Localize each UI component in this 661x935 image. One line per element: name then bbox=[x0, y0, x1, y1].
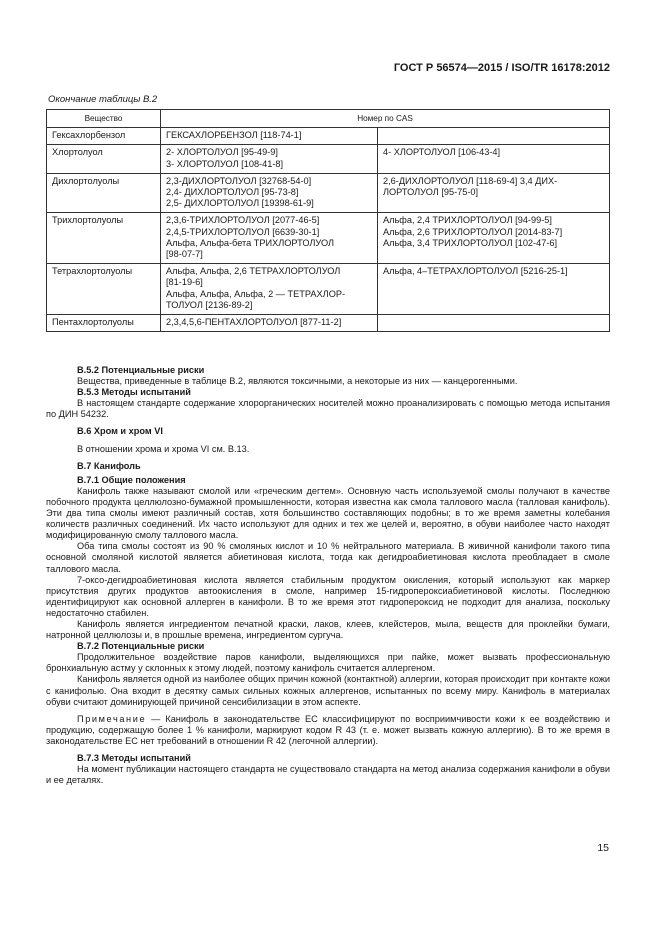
section-heading: В.7.2 Потенциальные риски bbox=[77, 641, 205, 652]
table-row bbox=[47, 173, 610, 213]
substance-name-cell: Тетрахлортолуолы bbox=[47, 264, 161, 315]
note-text: — Канифоль в законодательстве ЕС классифицируют по восприимчивости кожи к ее воздействию и продукцию, содержащую более 1 % канифоли, маркируют кодом R 43 (т. е. может вызвать кожную аллергию). В то же время в законодательстве ЕС нет требований в отношении R 42 (легочной аллергии). bbox=[46, 713, 610, 746]
cas-entry: 2,3-ДИХЛОРТОЛУОЛ [32768-54-0] bbox=[166, 175, 312, 186]
section-heading: В.5.3 Методы испытаний bbox=[77, 387, 191, 398]
section-heading: В.7 Канифоль bbox=[77, 460, 141, 471]
table-row bbox=[47, 128, 610, 145]
cas-cell-left bbox=[161, 145, 378, 173]
page-number: 15 bbox=[597, 842, 609, 854]
cas-entry: ГЕКСАХЛОРБЕНЗОЛ [118-74-1] bbox=[166, 130, 302, 141]
cas-entry: ЛОРТОЛУОЛ [95-75-0] bbox=[383, 187, 479, 198]
cas-entry: Альфа, Альфа, 2,6 ТЕТРАХЛОРТОЛУОЛ bbox=[166, 266, 341, 277]
document-body bbox=[46, 365, 610, 786]
substances-table bbox=[46, 109, 610, 332]
paragraph: Продолжительное воздействие паров канифоли, выделяющихся при пайке, может вызвать профессиональную бронхиальную астму у склонных к этому людей, поэтому канифоль считается аллергеном. bbox=[46, 652, 610, 674]
cas-entry: 2,4,5-ТРИХЛОРТОЛУОЛ [6639-30-1] bbox=[166, 226, 320, 237]
cas-cell-left bbox=[161, 213, 378, 264]
cas-entry: [81-19-6] bbox=[166, 277, 203, 288]
table-row bbox=[47, 264, 610, 315]
document-header: ГОСТ Р 56574—2015 / ISO/TR 16178:2012 bbox=[393, 62, 610, 74]
cas-cell-right bbox=[378, 315, 610, 332]
cas-entry: 4- ХЛОРТОЛУОЛ [106-43-4] bbox=[383, 147, 501, 158]
cas-cell-right bbox=[378, 173, 610, 213]
paragraph: Канифоль также называют смолой или «греческим дегтем». Основную часть используемой смолы получают в качестве побочного продукта целлюлозно-бумажной промышленности, которая известна как смола таллового масла (талловая канифоль). Эти два типа смолы имеют различный состав, хотя большинство составляющих подобны; в то же время заметны колебания количеств различных соединений. Их часто используют для одних и тех же целей и, вероятно, в обуви наиболее часто находят модифицированную смолу таллового масла. bbox=[46, 485, 610, 541]
cas-cell-right bbox=[378, 213, 610, 264]
paragraph: Оба типа смолы состоят из 90 % смоляных кислот и 10 % нейтрального материала. В живичной канифоли такого типа основной смоляной кислотой является абиетиновая кислота, тогда как дегидроабиетиновая кислота преобладает в смоле таллового масла. bbox=[46, 541, 610, 574]
cas-entry: ТОЛУОЛ [2136-89-2] bbox=[166, 299, 253, 310]
section-heading: В.7.1 Общие положения bbox=[77, 474, 186, 485]
cas-cell-left bbox=[161, 173, 378, 213]
substance-name-cell: Хлортолуол bbox=[47, 145, 161, 173]
section-heading: В.6 Хром и хром VI bbox=[77, 426, 163, 437]
cas-entry: 2- ХЛОРТОЛУОЛ [95-49-9] bbox=[166, 147, 278, 158]
cas-cell-left bbox=[161, 315, 378, 332]
substance-name-cell: Трихлортолуолы bbox=[47, 213, 161, 264]
cas-cell-left bbox=[161, 128, 378, 145]
cas-entry: Альфа, Альфа-бета ТРИХЛОРТОЛУОЛ bbox=[166, 237, 335, 248]
cas-entry: Альфа, 2,6 ТРИХЛОРТОЛУОЛ [2014-83-7] bbox=[383, 226, 563, 237]
cas-entry: 2,3,4,5,6-ПЕНТАХЛОРТОЛУОЛ [877-11-2] bbox=[166, 317, 342, 328]
paragraph: Вещества, приведенные в таблице В.2, являются токсичными, а некоторые из них — канцерогенными. bbox=[77, 376, 518, 387]
table-row bbox=[47, 315, 610, 332]
cas-entry: 3- ХЛОРТОЛУОЛ [108-41-8] bbox=[166, 158, 284, 169]
table-row bbox=[47, 145, 610, 173]
cas-cell-right bbox=[378, 264, 610, 315]
header-cas: Номер по CAS bbox=[161, 110, 610, 128]
cas-entry: 2,6-ДИХЛОРТОЛУОЛ [118-69-4] 3,4 ДИХ- bbox=[383, 175, 558, 186]
table-header-row bbox=[47, 110, 610, 128]
paragraph: На момент публикации настоящего стандарта не существовало стандарта на метод анализа содержания канифоли в обуви и ее деталях. bbox=[46, 764, 610, 786]
cas-cell-right bbox=[378, 128, 610, 145]
table-caption: Окончание таблицы В.2 bbox=[48, 94, 158, 105]
cas-entry: Альфа, Альфа, Альфа, 2 — ТЕТРАХЛОР- bbox=[166, 288, 346, 299]
paragraph: В настоящем стандарте содержание хлорорганических носителей можно проанализировать с помощью метода испытания по ДИН 54232. bbox=[46, 398, 610, 420]
cas-entry: 2,3,6-ТРИХЛОРТОЛУОЛ [2077-46-5] bbox=[166, 215, 320, 226]
substance-name-cell: Пентахлортолуолы bbox=[47, 315, 161, 332]
cas-entry: Альфа, 3,4 ТРИХЛОРТОЛУОЛ [102-47-6] bbox=[383, 237, 558, 248]
section-heading: В.5.2 Потенциальные риски bbox=[77, 365, 205, 375]
cas-entry: 2,5- ДИХЛОРТОЛУОЛ [19398-61-9] bbox=[166, 198, 314, 209]
cas-entry: Альфа, 4–ТЕТРАХЛОРТОЛУОЛ [5216-25-1] bbox=[383, 266, 568, 277]
cas-cell-right bbox=[378, 145, 610, 173]
paragraph: В отношении хрома и хрома VI см. В.13. bbox=[77, 443, 250, 454]
paragraph: Канифоль является одной из наиболее общих причин кожной (контактной) аллергии, которая происходит при контакте кожи с канифолью. Она входит в десятку самых сильных кожных аллергенов, испытанных по всему миру. Канифоль в материалах обуви считают доминирующей причиной сенсибилизации в этом аспекте. bbox=[46, 674, 610, 707]
cas-cell-left bbox=[161, 264, 378, 315]
section-heading: В.7.3 Методы испытаний bbox=[77, 753, 191, 763]
cas-entry: 2,4- ДИХЛОРТОЛУОЛ [95-73-8] bbox=[166, 187, 299, 198]
cas-entry: Альфа, 2,4 ТРИХЛОРТОЛУОЛ [94-99-5] bbox=[383, 215, 552, 226]
cas-entry: [98-07-7] bbox=[166, 249, 203, 260]
header-substance: Вещество bbox=[47, 110, 161, 128]
note-label: Примечание bbox=[77, 713, 147, 724]
substance-name-cell: Гексахлорбензол bbox=[47, 128, 161, 145]
paragraph: 7-оксо-дегидроабиетиновая кислота является стабильным продуктом окисления, который используют как маркер присутствия других продуктов автоокисления в смоле, например 15-гидропероксиабиетиновой кислоты. Последнюю идентифицируют как основной аллерген в канифоли. В то же время этот гидропероксид не подходит для анализа, поскольку недостаточно стабилен. bbox=[46, 574, 610, 618]
paragraph: Канифоль является ингредиентом печатной краски, лаков, клеев, клейстеров, мыла, веществ для проклейки бумаги, натронной целлюлозы и, в прошлые времена, ингредиентом сургуча. bbox=[46, 618, 610, 641]
note bbox=[46, 714, 610, 747]
table-row bbox=[47, 213, 610, 264]
substance-name-cell: Дихлортолуолы bbox=[47, 173, 161, 213]
